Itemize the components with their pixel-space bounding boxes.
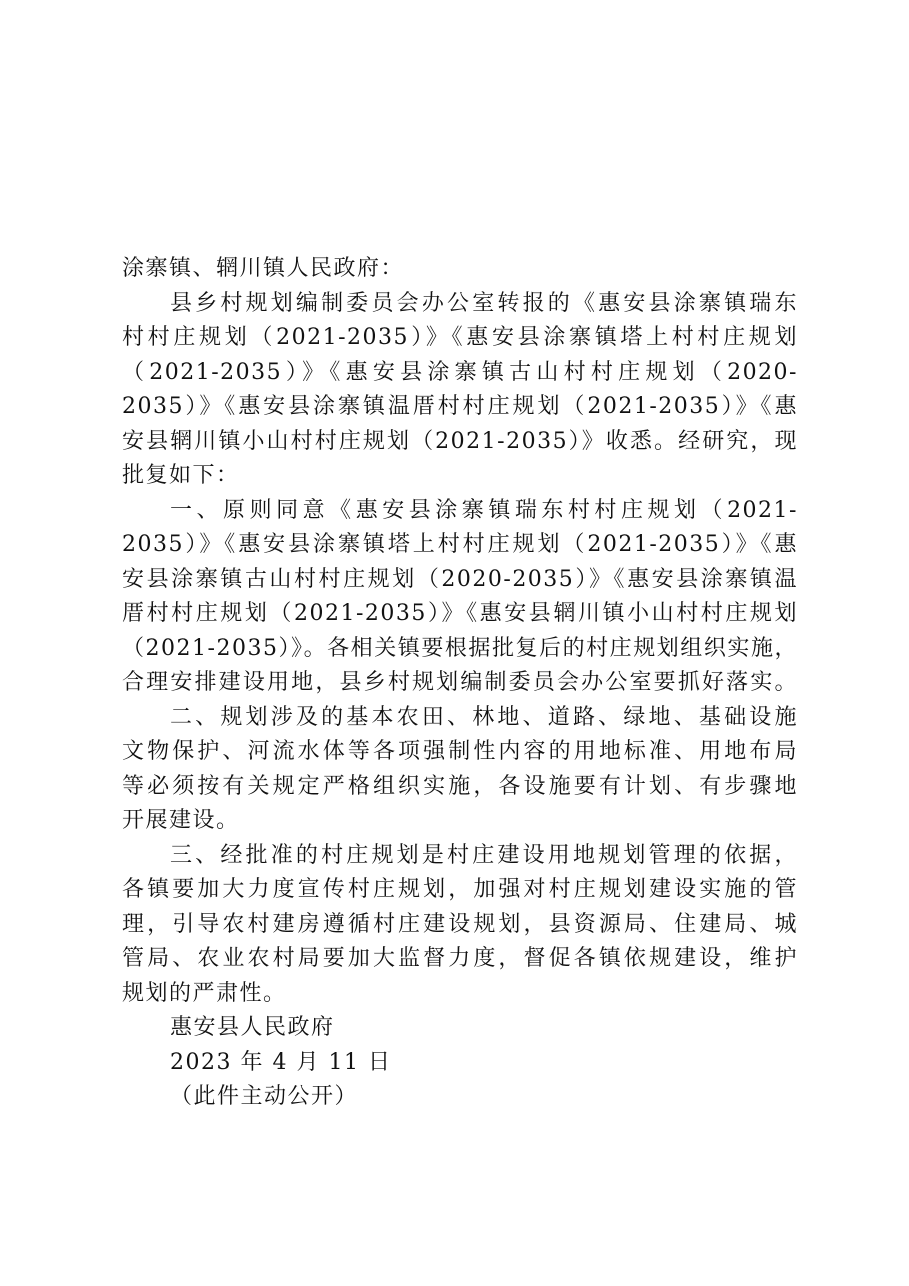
item3-line-1: 三、经批准的村庄规划是村庄建设用地规划管理的依据，	[170, 842, 798, 868]
item2-line-1: 二、规划涉及的基本农田、林地、道路、绿地、基础设施	[170, 704, 798, 730]
item2-line-2: 文物保护、河流水体等各项强制性内容的用地标准、用地布局	[122, 739, 798, 764]
document-body	[122, 252, 798, 1115]
item3-line-3: 理，引导农村建房遵循村庄建设规划，县资源局、住建局、城	[122, 911, 798, 937]
item1-line-2: 2035）》《惠安县涂寨镇塔上村村庄规划（2021-2035）》《惠	[122, 532, 798, 557]
item3-line-5: 规划的严肃性。	[122, 980, 287, 1006]
item1-line-6: 合理安排建设用地，县乡村规划编制委员会办公室要抓好落实。	[122, 670, 798, 695]
intro-line-4: 2035）》《惠安县涂寨镇温厝村村庄规划（2021-2035）》《惠	[122, 394, 798, 419]
intro-line-5: 安县辋川镇小山村村庄规划（2021-2035）》收悉。经研究，现	[122, 428, 798, 454]
item2-line-4: 开展建设。	[122, 808, 240, 833]
intro-line-1: 县乡村规划编制委员会办公室转报的《惠安县涂寨镇瑞东	[170, 290, 798, 316]
item1-line-1: 一、原则同意《惠安县涂寨镇瑞东村村庄规划（2021-	[170, 497, 798, 523]
disclosure-note: （此件主动公开）	[170, 1084, 359, 1109]
intro-line-6: 批复如下：	[122, 463, 240, 488]
item3-line-4: 管局、农业农村局要加大监督力度，督促各镇依规建设，维护	[122, 946, 798, 971]
intro-line-2: 村村庄规划（2021-2035）》《惠安县涂寨镇塔上村村庄规划	[122, 325, 798, 350]
item1-line-5: （2021-2035）》。各相关镇要根据批复后的村庄规划组织实施，	[122, 635, 798, 661]
item2-line-3: 等必须按有关规定严格组织实施，各设施要有计划、有步骤地	[122, 773, 798, 799]
item1-line-3: 安县涂寨镇古山村村庄规划（2020-2035）》《惠安县涂寨镇温	[122, 566, 798, 592]
item3-line-2: 各镇要加大力度宣传村庄规划，加强对村庄规划建设实施的管	[122, 877, 798, 902]
item1-line-4: 厝村村庄规划（2021-2035）》《惠安县辋川镇小山村村庄规划	[122, 601, 798, 626]
addressee: 涂寨镇、辋川镇人民政府：	[122, 256, 405, 281]
issue-date: 2023 年 4 月 11 日	[170, 1049, 392, 1075]
intro-line-3: （2021-2035）》《惠安县涂寨镇古山村村庄规划（2020-	[122, 359, 798, 385]
issuer-signature: 惠安县人民政府	[170, 1015, 335, 1040]
